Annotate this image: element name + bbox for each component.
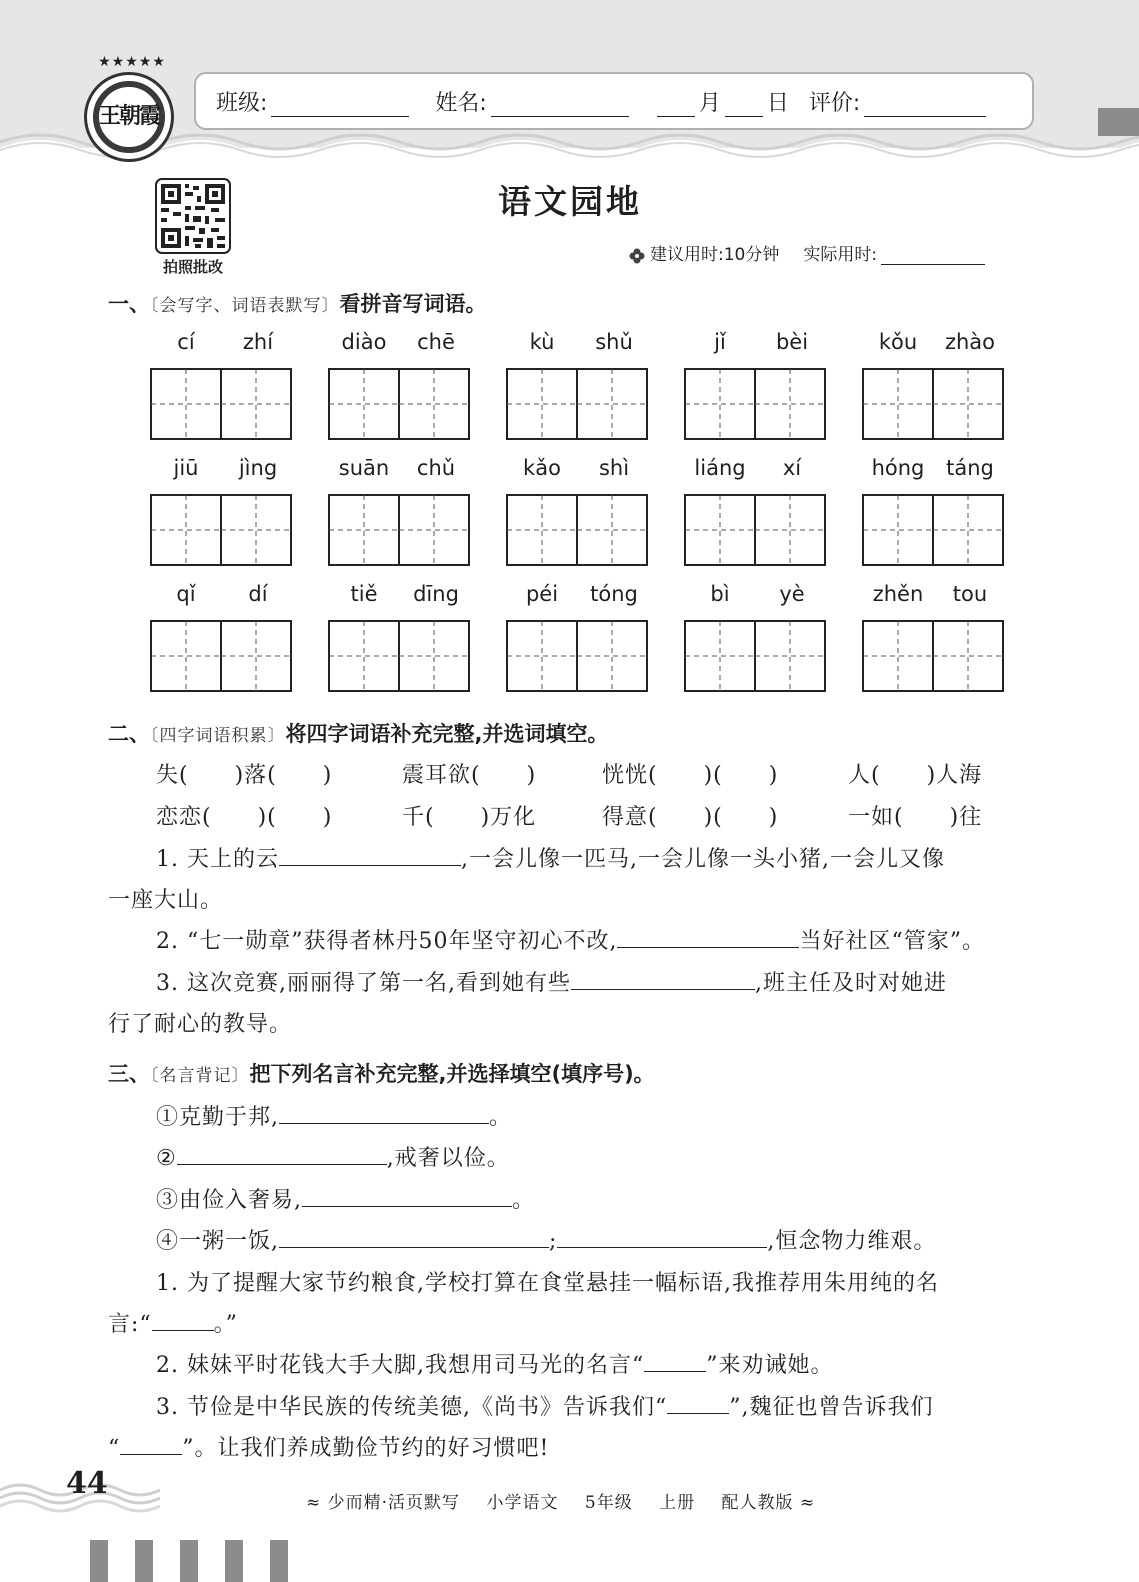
- pinyin-syllable: kǒu: [878, 330, 918, 354]
- pinyin-syllable: tiě: [350, 582, 378, 606]
- s3-q2-end: ”来劝诫她。: [706, 1353, 834, 1378]
- s2-q3-end: ,班主任及时对她进: [754, 971, 947, 996]
- name-field[interactable]: [491, 92, 629, 117]
- motto-4-text: ④一粥一饭,: [156, 1229, 279, 1254]
- section2-heading: [108, 718, 608, 748]
- student-info-box: [194, 72, 1034, 130]
- motto-4: [156, 1224, 936, 1255]
- page-title: 语文园地: [498, 182, 642, 221]
- s3-q1-open: 言:“: [108, 1312, 152, 1337]
- day-field[interactable]: [725, 92, 763, 117]
- s3-q2-blank[interactable]: [644, 1349, 706, 1372]
- pinyin-syllable: diào: [341, 330, 387, 354]
- s3-q3-line2: [108, 1431, 549, 1462]
- suggested-time: 建议用时:10分钟: [650, 245, 780, 265]
- s2-q2-end: 当好社区“管家”。: [799, 929, 985, 954]
- motto-4-blank-b[interactable]: [557, 1225, 767, 1248]
- pinyin-syllable: tou: [952, 582, 988, 606]
- page-number: 44: [66, 1466, 108, 1501]
- section2-number: 二、: [108, 722, 150, 746]
- pinyin-syllable: xí: [782, 456, 802, 480]
- qr-code-icon[interactable]: [155, 178, 231, 254]
- writing-grid[interactable]: [328, 494, 470, 566]
- writing-grid[interactable]: [684, 494, 826, 566]
- pinyin-syllable: shǔ: [595, 330, 633, 354]
- pinyin-syllable: jìng: [238, 456, 278, 480]
- footer-bar: [90, 1540, 108, 1582]
- pinyin-syllable: chē: [417, 330, 455, 354]
- pinyin-syllable: jiū: [173, 456, 199, 480]
- pinyin-syllable: zhào: [944, 330, 996, 354]
- writing-grid[interactable]: [862, 620, 1004, 692]
- s3-q1-blank[interactable]: [152, 1308, 214, 1331]
- motto-4-blank-a[interactable]: [279, 1225, 549, 1248]
- footer-edition: 配人教版 ≈: [721, 1493, 816, 1513]
- pinyin-syllable: hóng: [871, 456, 925, 480]
- s2-q1-blank[interactable]: [279, 843, 461, 866]
- writing-grid[interactable]: [150, 494, 292, 566]
- footer-grade: 5年级: [584, 1493, 633, 1513]
- s2-q3-blank[interactable]: [571, 967, 755, 990]
- pinyin-syllable: zhí: [242, 330, 274, 354]
- s3-q3-blank-a[interactable]: [667, 1391, 729, 1414]
- s2-q3-line1: [156, 966, 947, 997]
- pinyin-syllable: zhěn: [872, 582, 924, 606]
- logo-stars: ★★★★★: [98, 54, 166, 70]
- motto-1: [156, 1100, 512, 1131]
- motto-1-blank[interactable]: [279, 1101, 489, 1124]
- writing-grid[interactable]: [506, 620, 648, 692]
- s3-q3-end: ”。让我们养成勤俭节约的好习惯吧!: [182, 1436, 550, 1461]
- motto-4-mid: ;: [549, 1229, 558, 1254]
- motto-2-blank[interactable]: [177, 1142, 387, 1165]
- writing-grid[interactable]: [506, 494, 648, 566]
- writing-grid[interactable]: [150, 368, 292, 440]
- s2-q3-line2: 行了耐心的教导。: [108, 1012, 293, 1037]
- pinyin-syllable: dí: [248, 582, 268, 606]
- brand-logo: [84, 54, 180, 156]
- writing-grid[interactable]: [684, 368, 826, 440]
- qr-label: 拍照批改: [162, 258, 223, 276]
- s3-q2: [156, 1348, 833, 1379]
- s2-q2: [156, 924, 985, 955]
- writing-grid[interactable]: [862, 494, 1004, 566]
- s2-q2-blank[interactable]: [617, 925, 799, 948]
- flower-icon: [628, 247, 646, 265]
- s2-q1-line2: 一座大山。: [108, 888, 224, 913]
- student-info-row: [216, 86, 990, 117]
- s3-q1-close: 。”: [213, 1312, 238, 1337]
- section1-tag: 〔会写字、词语表默写〕: [150, 296, 340, 316]
- section1-instruction: 看拼音写词语。: [339, 292, 487, 316]
- actual-time-field[interactable]: [881, 244, 985, 265]
- section3-number: 三、: [108, 1062, 150, 1086]
- motto-2-text: ②: [156, 1146, 177, 1171]
- pinyin-syllable: kǎo: [523, 456, 561, 480]
- idiom-2-1: 恋恋( )( ): [156, 805, 333, 830]
- s3-q3-blank-b[interactable]: [120, 1432, 182, 1455]
- s3-q2-start: 2. 妹妹平时花钱大手大脚,我想用司马光的名言“: [156, 1353, 645, 1378]
- section3-heading: [108, 1058, 655, 1088]
- s3-q3-start: 3. 节俭是中华民族的传统美德,《尚书》告诉我们“: [156, 1395, 668, 1420]
- motto-2: [156, 1141, 510, 1172]
- idiom-1-3: 恍恍( )( ): [602, 763, 779, 788]
- s2-q1-end: ,一会儿像一匹马,一会儿像一头小猪,一会儿又像: [460, 847, 945, 872]
- writing-grid[interactable]: [328, 620, 470, 692]
- pinyin-syllable: liáng: [694, 456, 746, 480]
- pinyin-syllable: bèi: [775, 330, 809, 354]
- pinyin-syllable: yè: [779, 582, 805, 606]
- section1-number: 一、: [108, 292, 150, 316]
- motto-3-end: 。: [512, 1188, 536, 1213]
- s2-q1-line1: [156, 842, 945, 873]
- s3-q1-line1: 1. 为了提醒大家节约粮食,学校打算在食堂悬挂一幅标语,我推荐用朱用纯的名: [156, 1271, 939, 1296]
- writing-grid[interactable]: [862, 368, 1004, 440]
- section3-instruction: 把下列名言补充完整,并选择填空(填序号)。: [249, 1062, 655, 1086]
- footer-bar: [135, 1540, 153, 1582]
- s2-q2-start: 2. “七一勋章”获得者林丹50年坚守初心不改,: [156, 929, 618, 954]
- pinyin-syllable: bì: [710, 582, 730, 606]
- idiom-1-1: 失( )落( ): [156, 763, 333, 788]
- actual-time-label: 实际用时:: [803, 245, 878, 265]
- logo-name: 王朝霞: [98, 103, 159, 129]
- section3-tag: 〔名言背记〕: [150, 1066, 250, 1086]
- pinyin-syllable: tóng: [590, 582, 638, 606]
- section1-heading: [108, 288, 487, 318]
- idiom-2-2: 千( )万化: [402, 805, 537, 830]
- time-row: [628, 240, 989, 265]
- footer-volume: 上册: [659, 1493, 696, 1513]
- s3-q3-mid: ”,魏征也曾告诉我们: [729, 1395, 934, 1420]
- day-label: 日: [766, 91, 789, 116]
- section2-tag: 〔四字词语积累〕: [150, 726, 286, 746]
- eval-field[interactable]: [864, 92, 986, 117]
- footer-bar: [270, 1540, 288, 1582]
- idiom-1-2: 震耳欲( ): [402, 763, 537, 788]
- motto-4-end: ,恒念物力维艰。: [767, 1229, 937, 1254]
- writing-grid[interactable]: [328, 368, 470, 440]
- month-label: 月: [698, 91, 721, 116]
- pinyin-syllable: cí: [177, 330, 195, 354]
- idiom-1-4: 人( )人海: [848, 763, 983, 788]
- writing-grid[interactable]: [684, 620, 826, 692]
- pinyin-syllable: qǐ: [176, 582, 196, 606]
- s3-q3-line1: [156, 1390, 933, 1421]
- writing-grid[interactable]: [150, 620, 292, 692]
- class-field[interactable]: [271, 92, 409, 117]
- pinyin-syllable: táng: [946, 456, 994, 480]
- motto-1-text: ①克勤于邦,: [156, 1105, 279, 1130]
- footer-bar: [180, 1540, 198, 1582]
- class-label: 班级:: [216, 91, 268, 116]
- logo-badge: [84, 72, 174, 162]
- side-tab: [1098, 108, 1139, 136]
- s3-q1-line2: [108, 1307, 238, 1338]
- footer-bar: [225, 1540, 243, 1582]
- eval-label: 评价:: [808, 91, 861, 116]
- s3-q3-open: “: [108, 1436, 121, 1461]
- pinyin-syllable: chǔ: [416, 456, 456, 480]
- pinyin-syllable: jǐ: [714, 330, 726, 354]
- s2-q3-start: 3. 这次竞赛,丽丽得了第一名,看到她有些: [156, 971, 571, 996]
- s2-q1-start: 1. 天上的云: [156, 847, 279, 872]
- month-field[interactable]: [657, 92, 695, 117]
- writing-grid[interactable]: [506, 368, 648, 440]
- pinyin-syllable: dīng: [413, 582, 459, 606]
- pinyin-syllable: suān: [338, 456, 390, 480]
- section2-instruction: 将四字词语补充完整,并选词填空。: [285, 722, 609, 746]
- pinyin-syllable: péi: [525, 582, 559, 606]
- idiom-2-4: 一如( )往: [848, 805, 983, 830]
- motto-3-blank[interactable]: [302, 1184, 512, 1207]
- motto-1-end: 。: [489, 1105, 513, 1130]
- idiom-2-3: 得意( )( ): [602, 805, 779, 830]
- motto-3: [156, 1183, 535, 1214]
- pinyin-syllable: kù: [529, 330, 555, 354]
- footer-subject: 小学语文: [486, 1493, 559, 1513]
- motto-3-text: ③由俭入奢易,: [156, 1188, 302, 1213]
- pinyin-syllable: shì: [598, 456, 630, 480]
- footer-info: [306, 1488, 835, 1513]
- name-label: 姓名:: [435, 91, 487, 116]
- footer-series: ≈ 少而精·活页默写: [306, 1493, 461, 1513]
- motto-2-end: ,戒奢以俭。: [386, 1146, 510, 1171]
